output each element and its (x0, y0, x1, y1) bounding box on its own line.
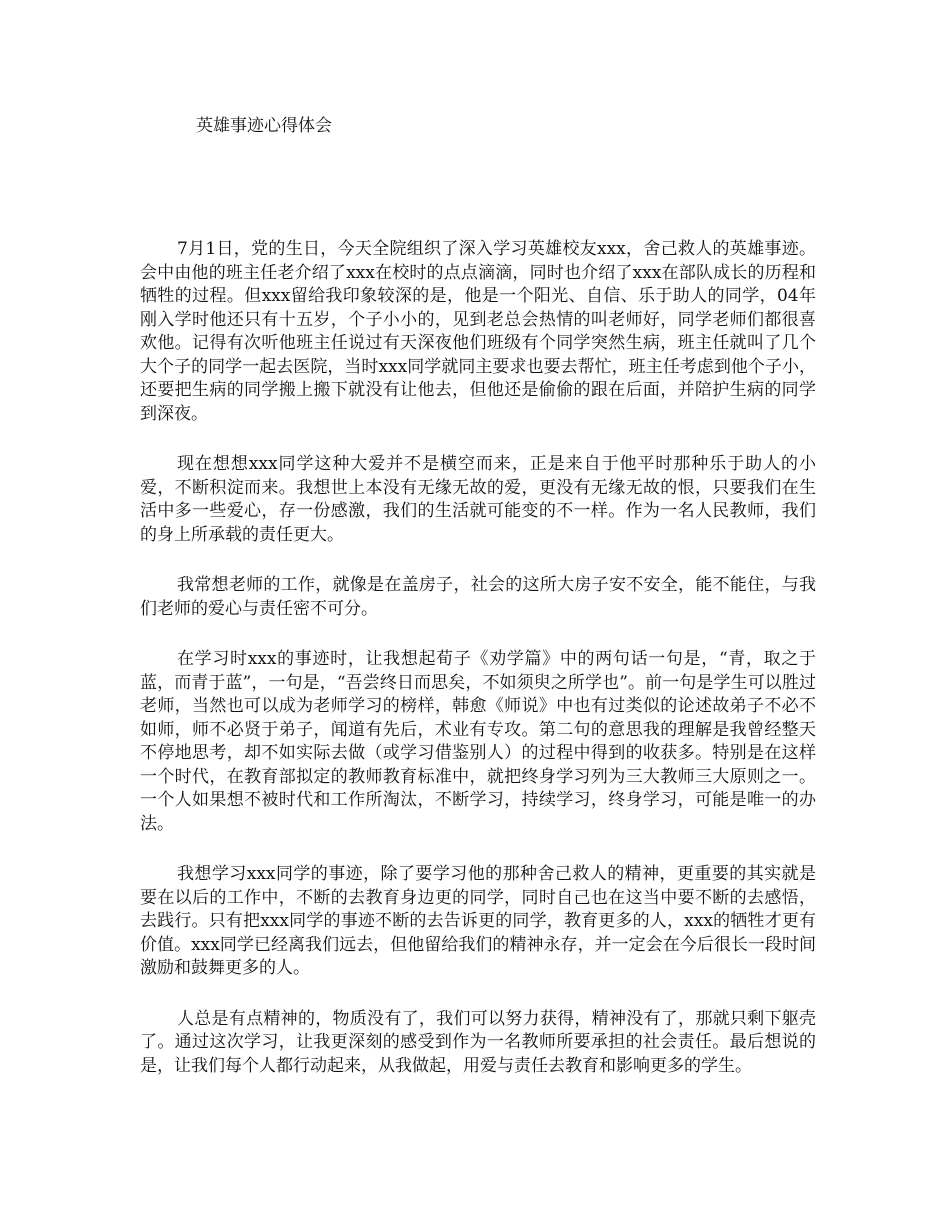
paragraph: 7月1日，党的生日，今天全院组织了深入学习英雄校友xxx，舍己救人的英雄事迹。会中由他的班主任老介绍了xxx在校时的点点滴滴，同时也介绍了xxx在部队成长的历程和牺牲的过程。但xxx留给我印象较深的是，他是一个阳光、自信、乐于助人的同学，04年刚入学时他还只有十五岁，个子小小的，见到老总会热情的叫老师好，同学老师们都很喜欢他。记得有次听他班主任说过有天深夜他们班级有个同学突然生病，班主任就叫了几个大个子的同学一起去医院，当时xxx同学就同主要求也要去帮忙，班主任考虑到他个子小，还要把生病的同学搬上搬下就没有让他去，但他还是偷偷的跟在后面，并陪护生病的同学到深夜。 (140, 239, 816, 424)
paragraph: 在学习时xxx的事迹时，让我想起荀子《劝学篇》中的两句话一句是，“青，取之于蓝，而青于蓝”，一句是，“吾尝终日而思矣，不如须臾之所学也”。前一句是学生可以胜过老师，当然也可以成为老师学习的榜样，韩愈《师说》中也有过类似的论述故弟子不必不如师，师不必贤于弟子，闻道有先后，术业有专攻。第二句的意思我的理解是我曾经整天不停地思考，却不如实际去做（或学习借鉴别人）的过程中得到的收获多。特别是在这样一个时代，在教育部拟定的教师教育标准中，就把终身学习列为三大教师三大原则之一。一个人如果想不被时代和工作所淘汰，不断学习，持续学习，终身学习，可能是唯一的办法。 (140, 649, 816, 834)
paragraph: 现在想想xxx同学这种大爱并不是横空而来，正是来自于他平时那种乐于助人的小爱，不断积淀而来。我想世上本没有无缘无故的爱，更没有无缘无故的恨，只要我们在生活中多一些爱心，存一份感激，我们的生活就可能变的不一样。作为一名人民教师，我们的身上所承载的责任更大。 (140, 454, 816, 545)
document-body (140, 238, 816, 1105)
paragraph: 人总是有点精神的，物质没有了，我们可以努力获得，精神没有了，那就只剩下躯壳了。通过这次学习，让我更深刻的感受到作为一名教师所要承担的社会责任。最后想说的是，让我们每个人都行动起来，从我做起，用爱与责任去教育和影响更多的学生。 (140, 1008, 816, 1076)
paragraph: 我常想老师的工作，就像是在盖房子，社会的这所大房子安不安全，能不能住，与我们老师的爱心与责任密不可分。 (140, 575, 816, 619)
document-title: 英雄事迹心得体会 (196, 116, 332, 136)
paragraph: 我想学习xxx同学的事迹，除了要学习他的那种舍己救人的精神，更重要的其实就是要在以后的工作中，不断的去教育身边更的同学，同时自己也在这当中要不断的去感悟，去践行。只有把xxx同学的事迹不断的去告诉更的同学，教育更多的人，xxx的牺牲才更有价值。xxx同学已经离我们远去，但他留给我们的精神永存，并一定会在今后很长一段时间激励和鼓舞更多的人。 (140, 864, 816, 978)
